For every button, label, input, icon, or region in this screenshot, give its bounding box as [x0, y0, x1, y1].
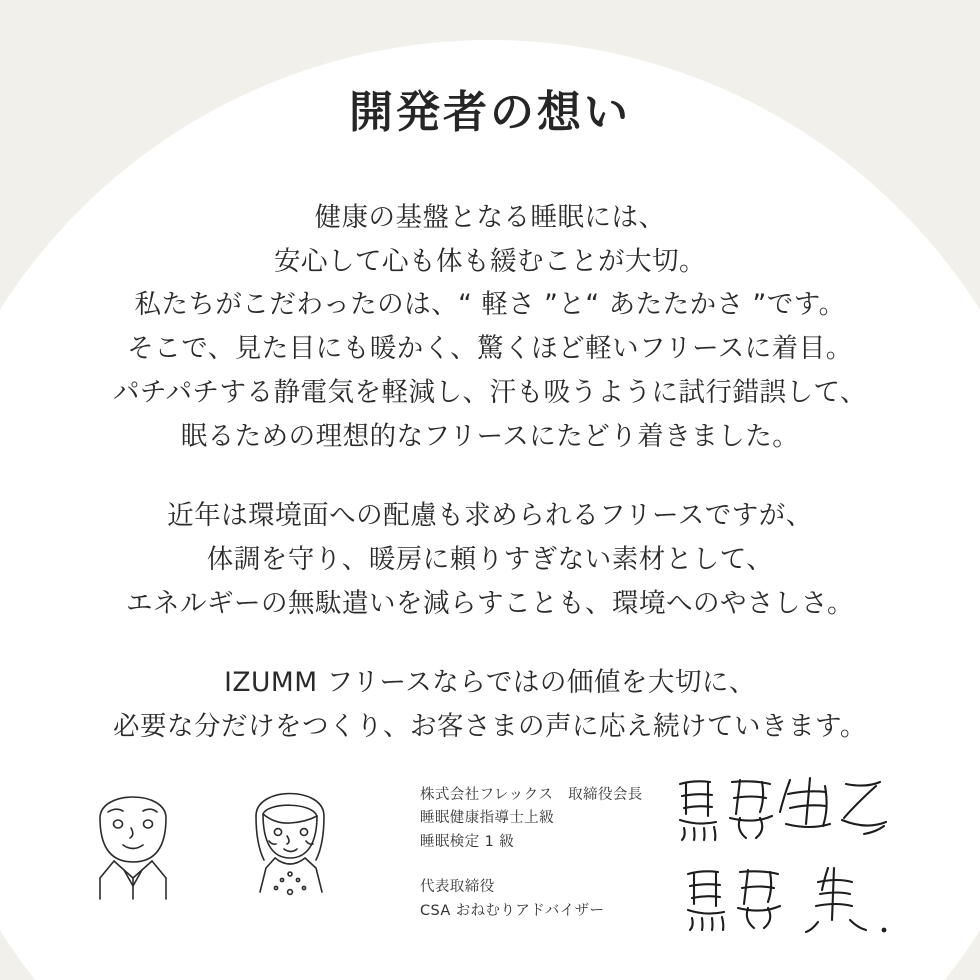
- credit-entry: [420, 876, 643, 923]
- body-line: IZUMM フリースならではの価値を大切に、: [224, 667, 756, 699]
- body-line: 必要な分だけをつくり、お客さまの声に応え続けていきます。: [113, 711, 867, 743]
- body-line: そこで、見た目にも暖かく、驚くほど軽いフリースに着目。: [127, 333, 853, 365]
- female-portrait-icon: [230, 766, 350, 906]
- credit-line: 睡眠検定 1 級: [420, 833, 515, 850]
- body-paragraph-1: [40, 196, 940, 458]
- body-line: 健康の基盤となる睡眠には、: [314, 202, 666, 233]
- body-line: パチパチする静電気を軽減し、汗も吸うように試行錯誤して、: [113, 376, 867, 408]
- body-line: 眠るための理想的なフリースにたどり着きました。: [180, 420, 800, 452]
- signature-2: [678, 860, 918, 940]
- body-paragraph-2: [40, 494, 940, 625]
- body-line: 近年は環境面への配慮も求められるフリースですが、: [167, 500, 813, 532]
- body-line: 私たちがこだわったのは、“ 軽さ ”と“ あたたかさ ”です。: [134, 289, 846, 321]
- body-paragraph-3: [40, 661, 940, 748]
- credits-section: [0, 756, 980, 980]
- credit-line: 睡眠健康指導士上級: [420, 810, 555, 827]
- signature-block: [660, 770, 960, 950]
- body-line: エネルギーの無駄遣いを減らすことも、環境へのやさしさ。: [126, 587, 854, 619]
- credit-line: 株式会社フレックス 取締役会長: [420, 787, 643, 803]
- signature-1: [670, 770, 920, 850]
- body-line: 安心して心も体も緩むことが大切。: [274, 245, 706, 277]
- credit-line: CSA おねむりアドバイザー: [420, 902, 605, 919]
- body-line: 体調を守り、暖房に頼りすぎない素材として、: [206, 544, 774, 576]
- male-portrait-icon: [78, 766, 188, 901]
- page-title: 開発者の想い: [349, 87, 631, 138]
- credit-entry: [420, 784, 643, 854]
- credit-line: 代表取締役: [420, 879, 495, 896]
- credit-text-block: [420, 784, 643, 923]
